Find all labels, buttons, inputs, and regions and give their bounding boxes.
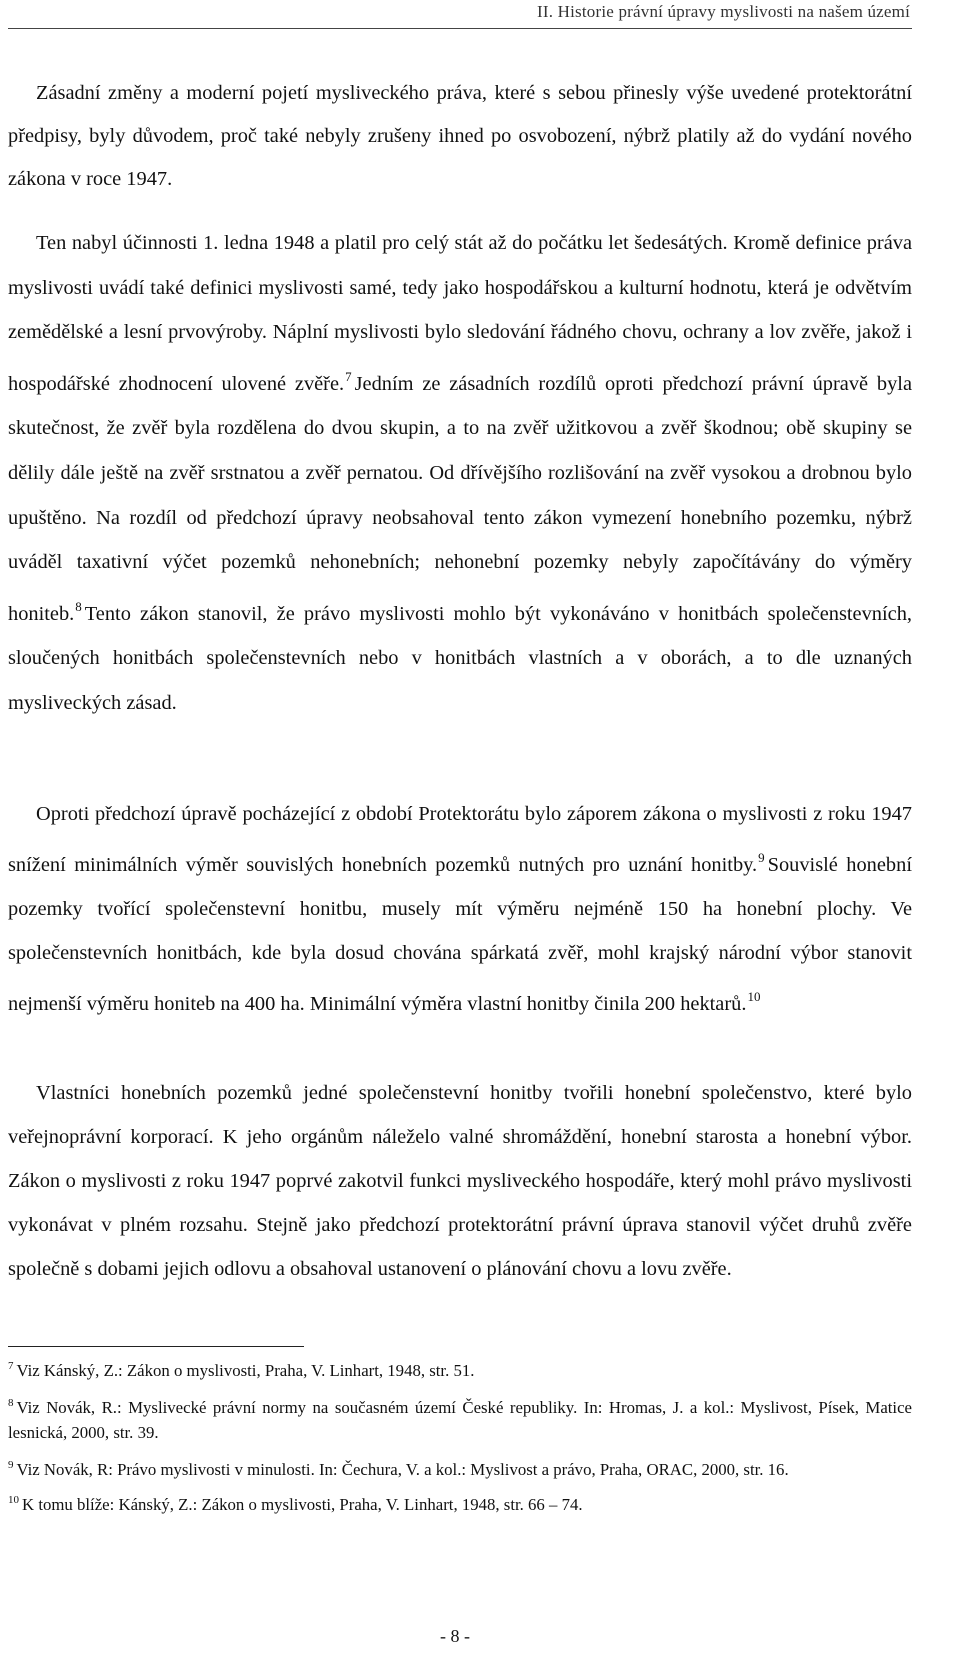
paragraph-3 [8, 792, 912, 1026]
header-divider [8, 28, 912, 29]
footnote-ref-9[interactable]: 9 [758, 850, 765, 865]
paragraph-2-text-c: Tento zákon stanovil, že právo myslivosti mohlo být vykonáváno v honitbách společenstevních, sloučených honitbách společenstevních nebo v honitbách vlastních a v oborách, a to dle uznaných mysliveckých zásad. [8, 602, 912, 714]
paragraph-1-text: Zásadní změny a moderní pojetí mysliveckého práva, které s sebou přinesly výše uvedené protektorátní předpisy, byly důvodem, proč také nebyly zrušeny ihned po osvobození, nýbrž platily až do vydání nového zákona v roce 1947. [8, 82, 912, 190]
footnote-ref-7[interactable]: 7 [345, 368, 352, 384]
footnote-separator [8, 1346, 304, 1347]
paragraph-4 [8, 1071, 912, 1291]
footnote-text: Viz Novák, R: Právo myslivosti v minulosti. In: Čechura, V. a kol.: Myslivost a právo, Praha, ORAC, 2000, str. 16. [16, 1460, 789, 1479]
page-number-text: - 8 - [440, 1626, 470, 1646]
page-number [0, 1626, 910, 1647]
paragraph-4-text: Vlastníci honebních pozemků jedné společenstevní honitby tvořili honební společenstvo, které bylo veřejnoprávní korporací. K jeho orgánům náleželo valné shromáždění, honební starosta a honební výbor. Zákon o myslivosti z roku 1947 poprvé zakotvil funkci mysliveckého hospodáře, který mohl právo myslivosti vykonávat v plném rozsahu. Stejně jako předchozí protektorátní právní úprava stanovil výčet druhů zvěře společně s dobami jejich odlovu a obsahoval ustanovení o plánování chovu a lovu zvěře. [8, 1082, 912, 1280]
footnote-number: 10 [8, 1494, 19, 1506]
paragraph-2 [8, 221, 912, 726]
footnote-9 [8, 1453, 912, 1482]
footnote-8 [8, 1391, 912, 1445]
paragraph-2-text-a: Ten nabyl účinnosti 1. ledna 1948 a platil pro celý stát až do počátku let šedesátých. Kromě definice práva myslivosti uvádí také definici myslivosti samé, tedy jako hospodářskou a kulturní hodnotu, která je odvětvím zemědělské a lesní prvovýroby. Náplní myslivosti bylo sledování řádného chovu, ochrany a lov zvěře, jakož i hospodářské zhodnocení ulovené zvěře. [8, 232, 912, 395]
footnotes [8, 1354, 912, 1517]
running-header-text: II. Historie právní úpravy myslivosti na našem území [537, 2, 910, 21]
paragraph-3-text-a: Oproti předchozí úpravě pocházející z období Protektorátu bylo záporem zákona o myslivosti z roku 1947 snížení minimálních výměr souvislých honebních pozemků nutných pro uznání honitby. [8, 803, 912, 876]
footnote-text: K tomu blíže: Kánský, Z.: Zákon o myslivosti, Praha, V. Linhart, 1948, str. 66 – 74. [22, 1495, 583, 1514]
footnote-7 [8, 1354, 912, 1383]
footnote-number: 9 [8, 1459, 14, 1471]
paragraph-3-text-b: Souvislé honební pozemky tvořící společenstevní honitbu, musely mít výměru nejméně 150 ha honební plochy. Ve společenstevních honitbách, kde byla dosud chována spárkatá zvěř, mohl krajský národní výbor stanovit nejmenší výměru honiteb na 400 ha. Minimální výměra vlastní honitby činila 200 hektarů. [8, 854, 912, 1015]
paragraph-2-text-b: Jedním ze zásadních rozdílů oproti předchozí právní úpravě byla skutečnost, že zvěř byla rozdělena do dvou skupin, a to na zvěř užitkovou a zvěř škodnou; obě skupiny se dělily dále ještě na zvěř srstnatou a zvěř pernatou. Od dřívějšího rozlišování na zvěř vysokou a drobnou bylo upuštěno. Na rozdíl od předchozí úpravy neobsahoval tento zákon vymezení honebního pozemku, nýbrž uváděl taxativní výčet pozemků nehonebních; nehonební pozemky nebyly započítávány do výměry honiteb. [8, 372, 912, 625]
footnote-text: Viz Kánský, Z.: Zákon o myslivosti, Praha, V. Linhart, 1948, str. 51. [16, 1361, 475, 1380]
footnote-10 [8, 1488, 912, 1517]
footnote-ref-10[interactable]: 10 [747, 989, 761, 1004]
footnote-number: 8 [8, 1397, 14, 1409]
footnote-ref-8[interactable]: 8 [75, 598, 82, 614]
paragraph-1 [8, 72, 912, 201]
footnote-number: 7 [8, 1360, 14, 1372]
footnote-text: Viz Novák, R.: Myslivecké právní normy na současném území České republiky. In: Hromas, J. a kol.: Myslivost, Písek, Matice lesnická, 2000, str. 39. [8, 1398, 912, 1442]
running-header [537, 2, 910, 22]
